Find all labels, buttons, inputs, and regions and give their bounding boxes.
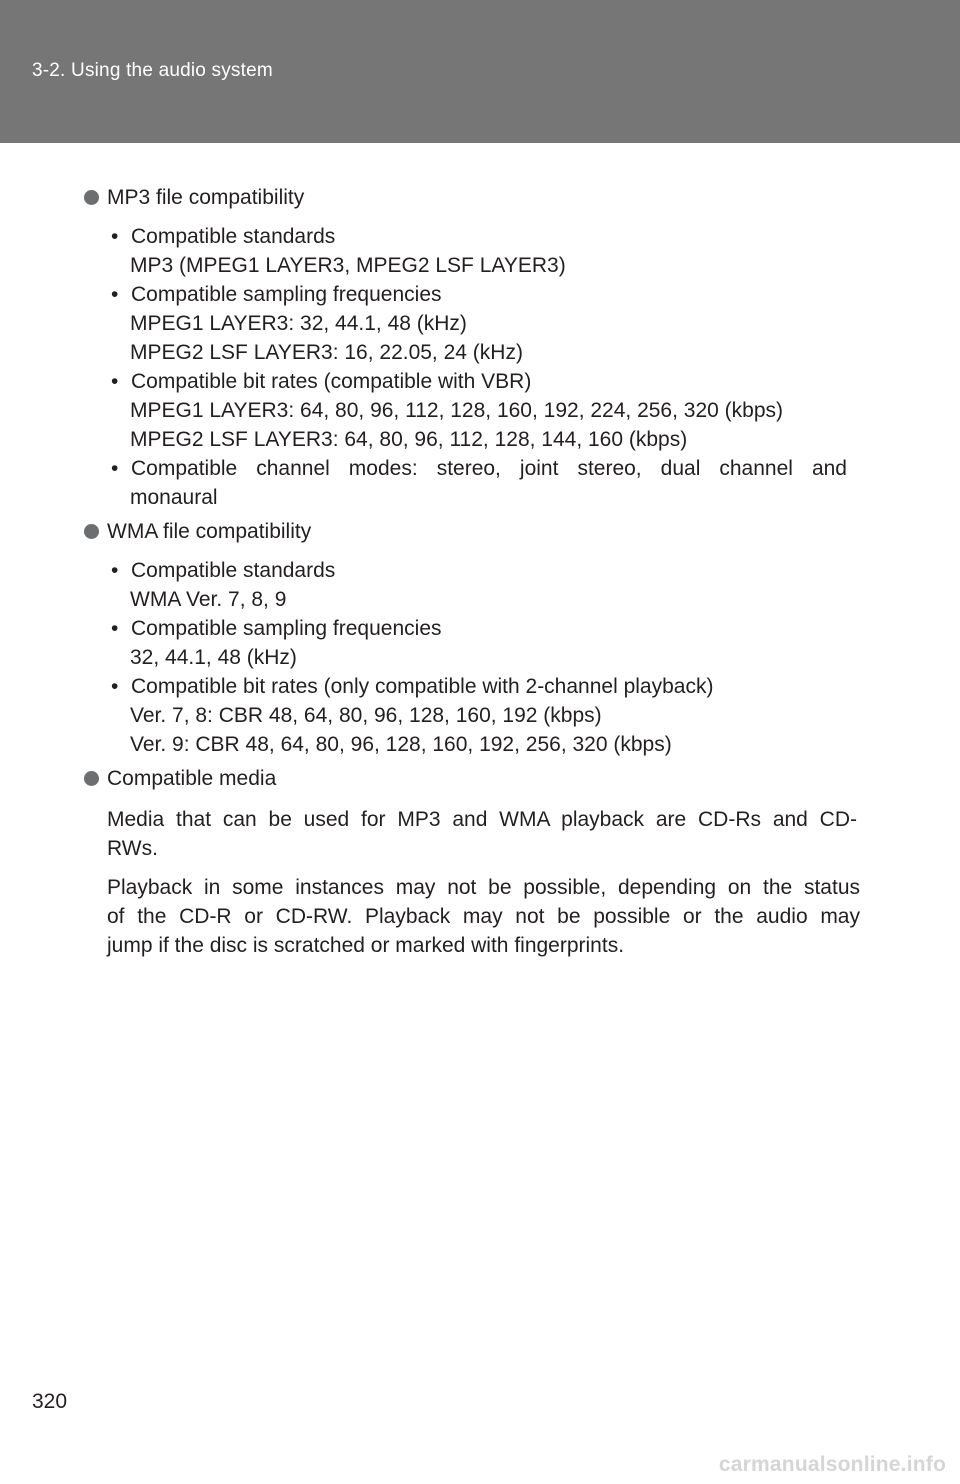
mp3-heading: MP3 file compatibility [84,183,304,212]
wma-bitrate-ver9: Ver. 9: CBR 48, 64, 80, 96, 128, 160, 192, 256, 320 (kbps) [130,733,672,756]
watermark: carmanualsonline.info [718,1453,946,1476]
mp3-channel-line2: monaural [130,486,218,509]
mp3-standards-label: Compatible standards [131,225,336,248]
wma-standards-value: WMA Ver. 7, 8, 9 [130,588,287,611]
media-para2-line3: jump if the disc is scratched or marked with fingerprints. [107,934,625,957]
mp3-sampling-mpeg1: MPEG1 LAYER3: 32, 44.1, 48 (kHz) [130,312,467,335]
mp3-bitrate-label: Compatible bit rates (compatible with VBR) [131,370,532,393]
wma-bitrate-ver78: Ver. 7, 8: CBR 48, 64, 80, 96, 128, 160, 192 (kbps) [130,704,602,727]
wma-heading: WMA file compatibility [84,517,311,546]
mp3-channel-line1: Compatible channel modes: stereo, joint stereo, dual channel and [131,457,847,480]
wma-sampling-label: Compatible sampling frequencies [131,617,442,640]
circle-bullet-icon [84,771,99,786]
media-para1-line1: Media that can be used for MP3 and WMA playback are CD-Rs and CD- [107,808,857,831]
media-para1-line2: RWs. [107,837,158,860]
mp3-sampling-mpeg2: MPEG2 LSF LAYER3: 16, 22.05, 24 (kHz) [130,341,523,364]
media-heading: Compatible media [84,764,276,793]
mp3-sampling-label: Compatible sampling frequencies [131,283,442,306]
wma-standards-label: Compatible standards [131,559,336,582]
wma-sampling-value: 32, 44.1, 48 (kHz) [130,646,297,669]
circle-bullet-icon [84,190,99,205]
wma-bitrate-label: Compatible bit rates (only compatible with 2-channel playback) [131,675,714,698]
page-number: 320 [32,1390,68,1413]
header-bar [0,0,960,143]
section-title: 3-2. Using the audio system [32,60,273,81]
media-para2-line2: of the CD-R or CD-RW. Playback may not be possible or the audio may [107,905,860,928]
circle-bullet-icon [84,524,99,539]
media-para2-line1: Playback in some instances may not be possible, depending on the status [107,876,860,899]
mp3-standards-value: MP3 (MPEG1 LAYER3, MPEG2 LSF LAYER3) [130,254,566,277]
mp3-bitrate-mpeg2: MPEG2 LSF LAYER3: 64, 80, 96, 112, 128, 144, 160 (kbps) [130,428,688,451]
mp3-bitrate-mpeg1: MPEG1 LAYER3: 64, 80, 96, 112, 128, 160, 192, 224, 256, 320 (kbps) [130,399,783,422]
